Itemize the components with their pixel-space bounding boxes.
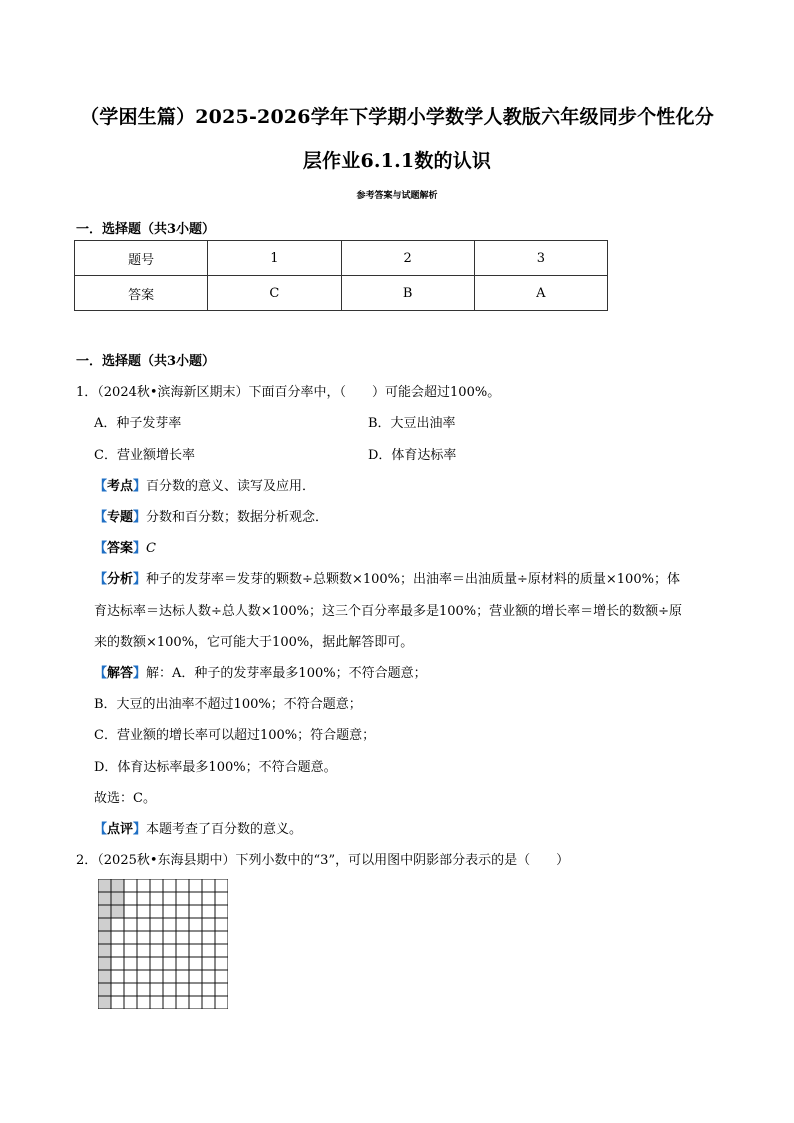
table-cell: B: [341, 276, 474, 311]
q2-stem: 2．（2025秋•东海县期中）下列小数中的“3”，可以用图中阴影部分表示的是（ ）: [76, 853, 570, 868]
shaded-cell: [98, 983, 111, 996]
shaded-cell: [98, 905, 111, 918]
table-cell: C: [208, 276, 341, 311]
q1-analysis-line1: 【分析】种子的发芽率＝发芽的颗数÷总颗数×100%；出油率＝出油质量÷原材料的质量×100%；体: [94, 572, 680, 587]
fenxi-tag: 分析: [107, 572, 134, 587]
hundred-grid-figure: [98, 879, 228, 1009]
table-cell: 答案: [75, 276, 208, 311]
shaded-cell: [98, 996, 111, 1009]
shaded-cell: [98, 957, 111, 970]
q1-solution-line2: B．大豆的出油率不超过100%；不符合题意；: [94, 697, 362, 712]
document-title-line1: （学困生篇）2025-2026学年下学期小学数学人教版六年级同步个性化分: [80, 106, 714, 128]
table-cell: A: [474, 276, 607, 311]
q1-answer: 【答案】C: [94, 541, 156, 556]
table-row: [75, 241, 608, 276]
q1-option-d: D．体育达标率: [368, 448, 457, 463]
q1-solution-line4: D．体育达标率最多100%；不符合题意。: [94, 760, 337, 775]
q1-zhuanti: 【专题】分数和百分数；数据分析观念．: [94, 510, 329, 525]
table-cell: 题号: [75, 241, 208, 276]
document-subtitle: 参考答案与试题解析: [356, 191, 438, 201]
section-heading-answers: 一．选择题（共3小题）: [76, 222, 216, 237]
q1-option-a: A．种子发芽率: [94, 416, 182, 431]
section-heading-questions: 一．选择题（共3小题）: [76, 354, 216, 369]
shaded-cell: [98, 918, 111, 931]
q1-analysis-line2: 育达标率＝达标人数÷总人数×100%；这三个百分率最多是100%；营业额的增长率＝增长的数额÷原: [94, 604, 683, 619]
table-cell: 2: [341, 241, 474, 276]
dianping-tag: 点评: [107, 822, 134, 837]
shaded-cell: [98, 970, 111, 983]
table-cell: 3: [474, 241, 607, 276]
shaded-cell: [98, 931, 111, 944]
zhuanti-tag: 专题: [107, 510, 134, 525]
kaodian-tag: 考点: [107, 479, 134, 494]
shaded-cell: [111, 892, 124, 905]
jieda-tag: 解答: [107, 666, 134, 681]
q1-kaodian: 【考点】百分数的意义、读写及应用．: [94, 479, 316, 494]
q1-analysis-line3: 来的数额×100%，它可能大于100%，据此解答即可。: [94, 635, 414, 650]
shaded-cell: [98, 944, 111, 957]
q1-stem: 1．（2024秋•滨海新区期末）下面百分率中，（ ）可能会超过100%。: [76, 385, 501, 400]
q1-option-c: C．营业额增长率: [94, 448, 195, 463]
q1-conclusion: 故选：C。: [94, 791, 156, 806]
q1-solution-line1: 【解答】解：A．种子的发芽率最多100%；不符合题意；: [94, 666, 427, 681]
shaded-cell: [111, 905, 124, 918]
table-cell: 1: [208, 241, 341, 276]
document-title-line2: 层作业6.1.1数的认识: [302, 150, 492, 172]
q1-option-b: B．大豆出油率: [368, 416, 456, 431]
shaded-cell: [98, 879, 111, 892]
shaded-cell: [98, 892, 111, 905]
q1-comment: 【点评】本题考查了百分数的意义。: [94, 822, 303, 837]
q1-solution-line3: C．营业额的增长率可以超过100%；符合题意；: [94, 728, 376, 743]
table-row: [75, 276, 608, 311]
shaded-cell: [111, 879, 124, 892]
answer-table: [74, 240, 608, 311]
daan-tag: 答案: [107, 541, 134, 556]
